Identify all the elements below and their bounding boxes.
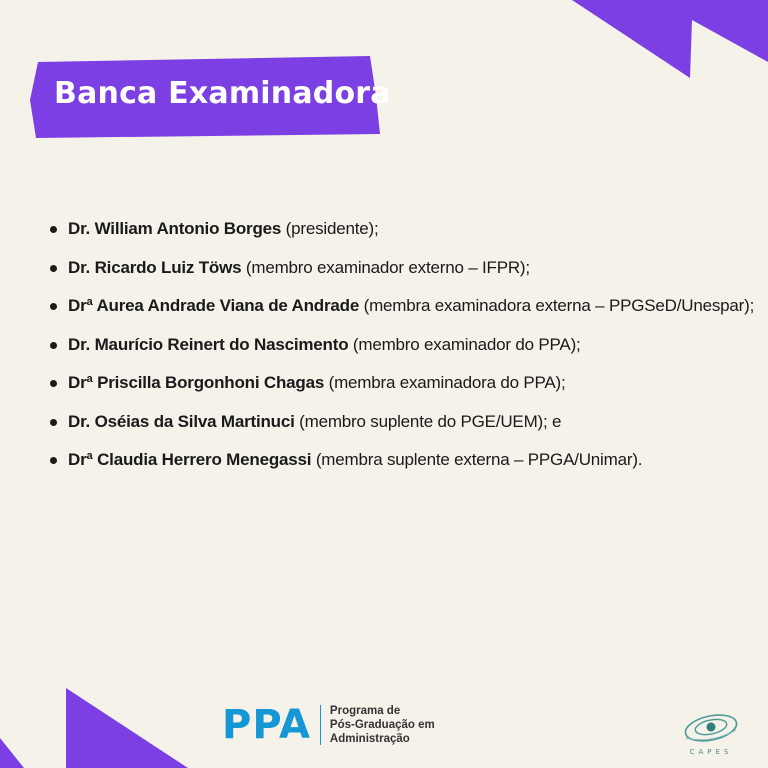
member-role: (membro examinador externo – IFPR); bbox=[241, 257, 530, 277]
ppa-logo-mark: PPA bbox=[222, 702, 311, 748]
logo-line: Administração bbox=[329, 733, 410, 745]
member-role: (membra suplente externa – PPGA/Unimar). bbox=[311, 450, 643, 469]
list-item bbox=[48, 287, 760, 326]
logo-line: Programa de bbox=[329, 705, 401, 717]
member-role: (membro suplente do PGE/UEM); e bbox=[294, 411, 562, 431]
ppa-logo-subtitle bbox=[330, 704, 435, 746]
page-title: Banca Examinadora bbox=[54, 76, 391, 111]
list-item bbox=[48, 441, 760, 480]
bullet-icon bbox=[50, 419, 57, 426]
list-item bbox=[48, 249, 760, 288]
member-name: Dr. William Antonio Borges bbox=[68, 219, 282, 238]
ppa-logo bbox=[222, 700, 435, 750]
member-name: Dr. Oséias da Silva Martinuci bbox=[68, 411, 295, 431]
list-item bbox=[48, 364, 760, 403]
capes-label: CAPES bbox=[689, 748, 733, 756]
bullet-icon bbox=[50, 303, 57, 310]
bullet-icon bbox=[50, 265, 57, 272]
logo-divider bbox=[320, 705, 321, 745]
member-role: (membro examinador do PPA); bbox=[348, 334, 581, 354]
logo-line: Pós-Graduação em bbox=[329, 719, 435, 731]
member-role: (presidente); bbox=[281, 219, 379, 238]
title-banner bbox=[30, 56, 391, 138]
member-name: Dr. Maurício Reinert do Nascimento bbox=[68, 334, 349, 354]
bottom-left-triangle bbox=[66, 688, 188, 768]
top-right-triangle bbox=[572, 0, 768, 78]
bullet-icon bbox=[50, 380, 57, 387]
examiners-list bbox=[48, 210, 760, 480]
member-name: Drª Aurea Andrade Viana de Andrade bbox=[68, 296, 360, 315]
capes-logo-icon bbox=[680, 708, 742, 748]
capes-logo bbox=[680, 708, 742, 758]
member-role: (membra examinadora do PPA); bbox=[324, 373, 566, 392]
member-name: Drª Priscilla Borgonhoni Chagas bbox=[68, 373, 325, 392]
bullet-icon bbox=[50, 226, 57, 233]
member-role: (membra examinadora externa – PPGSeD/Unespar); bbox=[359, 296, 755, 315]
bullet-icon bbox=[50, 342, 57, 349]
list-item bbox=[48, 326, 760, 365]
list-item bbox=[48, 403, 760, 442]
list-item bbox=[48, 210, 760, 249]
bottom-left-triangle-small bbox=[0, 738, 24, 768]
member-name: Dr. Ricardo Luiz Töws bbox=[68, 257, 242, 277]
member-name: Drª Claudia Herrero Menegassi bbox=[68, 450, 312, 469]
bullet-icon bbox=[50, 457, 57, 464]
